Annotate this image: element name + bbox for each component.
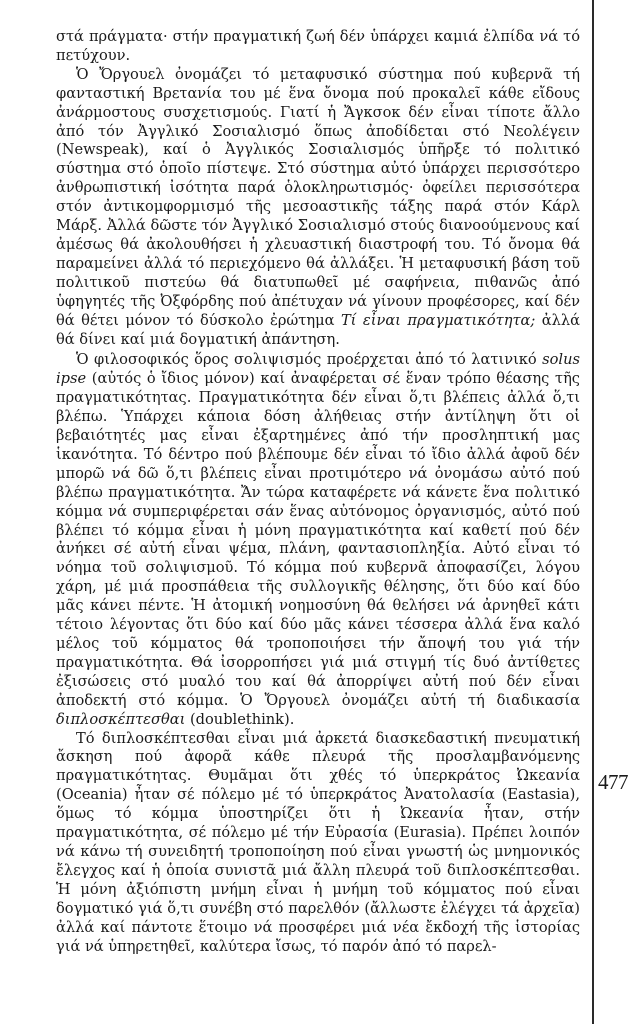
paragraph-orwell-angsoc [56, 66, 580, 350]
italic-phrase: διπλοσκέπτεσθαι [56, 710, 186, 728]
paragraph-text: Τό διπλοσκέπτεσθαι εἶναι μιά ἀρκετά διασκεδαστική πνευματική ἄσκηση πού ἀφορᾶ κάθε πλευρά τῆς προσλαμβανόμενης πραγματικότητας. Θυμᾶμαι ὅτι χθές τό ὑπερκράτος Ὠκεανία (Oceania) ἦταν σέ πόλεμο μέ τό ὑπερκράτος Ἀνατολασία (Eastasia), ὅμως τό κόμμα ὑποστηρίζει ὅτι ἡ Ὠκεανία ἦταν, στήν πραγματικότητα, σέ πόλεμο μέ τήν Εὐρασία (Eurasia). Πρέπει λοιπόν νά κάνω τή συνειδητή τροποποίηση πού εἶναι γνωστή ὡς μνημονικός ἔλεγχος καί ἡ ὁποία συνιστᾶ μιά ἄλλη πλευρά τοῦ διπλοσκέπτεσθαι. Ἡ μόνη ἀξιόπιστη μνήμη εἶναι ἡ μνήμη τοῦ κόμματος πού εἶναι δογματικό γιά ὅ,τι συνέβη στό παρελθόν (ἄλλωστε ἐλέγχει τά ἀρχεῖα) ἀλλά καί πάντοτε ἕτοιμο νά προσφέρει μιά νέα ἔκδοχή τῆς ἱστορίας γιά νά ὑπηρετηθεῖ, καλύτερα ἴσως, τό παρόν ἀπό τό παρελ- [56, 729, 580, 955]
paragraph-text: Ὁ φιλοσοφικός ὅρος σολιψισμός προέρχεται ἀπό τό λατινικό [76, 351, 543, 369]
paragraph-solipsism [56, 351, 580, 729]
body-text [56, 28, 580, 956]
page-number: 477 [598, 770, 628, 794]
paragraph-text: ἀλλά θά δίνει καί μιά δογματική ἀπάντηση. [56, 311, 580, 348]
paragraph-doublethink [56, 730, 580, 957]
italic-phrase: Τί εἶναι πραγματικότητα; [340, 311, 536, 329]
paragraph-continuation [56, 28, 580, 66]
margin-rule [592, 0, 594, 1024]
paragraph-text: (αὐτός ὁ ἴδιος μόνον) καί ἀναφέρεται σέ ἕναν τρόπο θέασης τῆς πραγματικότητας. Πραγματικότητα δέν εἶναι ὅ,τι βλέπεις ἀλλά ὅ,τι βλέπω. Ὑπάρχει κάποια δόση ἀλήθειας στήν ἀντίληψη ὅτι οἱ βεβαιότητές μας εἶναι ἐξαρτημένες ἀπό τήν προσληπτική μας ἱκανότητα. Τό δέντρο πού βλέπουμε δέν εἶναι τό ἴδιο ἀλλά ἀφοῦ δέν μπορῶ νά δῶ ὅ,τι βλέπεις εἶναι προτιμότερο νά ὀνομάσω αὐτό πού βλέπω πραγματικότητα. Ἄν τώρα καταφέρετε νά κάνετε ἕνα πολιτικό κόμμα νά συμπεριφέρεται σάν ἕνας αὐτόνομος ὀργανισμός, αὐτό πού βλέπει τό κόμμα εἶναι ἡ μόνη πραγματικότητα καί καθετί πού δέν ἀνήκει σέ αὐτή εἶναι ψέμα, πλάνη, φαντασιοπληξία. Αὐτό εἶναι τό νόημα τοῦ σολιψισμοῦ. Τό κόμμα πού κυβερνᾶ ἀποφασίζει, λόγου χάρη, μέ μιά προσπάθεια τῆς συλλογικῆς θέλησης, ὅτι δύο καί δύο μᾶς κάνει πέντε. Ἡ ἀτομική νοημοσύνη θά θελήσει νά ἀρνηθεῖ κάτι τέτοιο λέγοντας ὅτι δύο καί δύο μᾶς κάνει τέσσερα ἀλλά ἕνα καλό μέλος τοῦ κόμματος θά τροποποιήσει τήν ἄποψή του γιά τήν πραγματικότητα. Θά ἰσορροπήσει γιά μιά στιγμή τίς δυό ἀντίθετες ἐξισώσεις στό μυαλό του καί θά ἀπορρίψει αὐτή πού δέν εἶναι ἀποδεκτή στό κόμμα. Ὁ Ὄργουελ ὀνομάζει αὐτή τή διαδικασία [56, 370, 580, 709]
paragraph-text: στά πράγματα· στήν πραγματική ζωή δέν ὑπάρχει καμιά ἐλπίδα νά τό πετύχουν. [56, 28, 580, 64]
paragraph-text: (doublethink). [185, 710, 295, 728]
italic-phrase: solus ipse [56, 351, 580, 388]
paragraph-text: Ὁ Ὄργουελ ὀνομάζει τό μεταφυσικό σύστημα πού κυβερνᾶ τή φανταστική Βρετανία του μέ ἕνα ὄνομα πού προκαλεῖ κάθε εἴδους ἀνάρμοστους συσχετισμούς. Γιατί ἡ Ἄγκσοκ δέν εἶναι τίποτε ἄλλο ἀπό τόν Ἀγγλικό Σοσιαλισμό ὅπως ἀποδίδεται στό Νεολέγειν (Newspeak), καί ὁ Ἀγγλικός Σοσιαλισμός ὑπῆρξε τό πολιτικό σύστημα στό ὁποῖο πίστεψε. Στό σύστημα αὐτό ὑπάρχει περισσότερο ἀνθρωπιστική ἰσότητα παρά ὁλοκληρωτισμός· ὀφείλει περισσότερα στόν ἀντικομφορμισμό τῆς μεσοαστικῆς τάξης παρά στόν Κάρλ Μάρξ. Ἀλλά δῶστε τόν Ἀγγλικό Σοσιαλισμό στούς διανοούμενους καί ἀμέσως θά ἀκολουθήσει ἡ χλευαστική διαστροφή του. Τό ὄνομα θά παραμείνει ἀλλά τό περιεχόμενο θά ἀλλάξει. Ἡ μεταφυσική βάση τοῦ πολιτικοῦ πιστεύω θά διατυπωθεῖ μέ σαφήνεια, πιθανῶς ἀπό ὑφηγητές τῆς Ὀξφόρδης πού ἀπέτυχαν νά γίνουν προφέσορες, καί δέν θά θέτει μόνον τό δύσκολο ἐρώτημα [56, 65, 580, 329]
